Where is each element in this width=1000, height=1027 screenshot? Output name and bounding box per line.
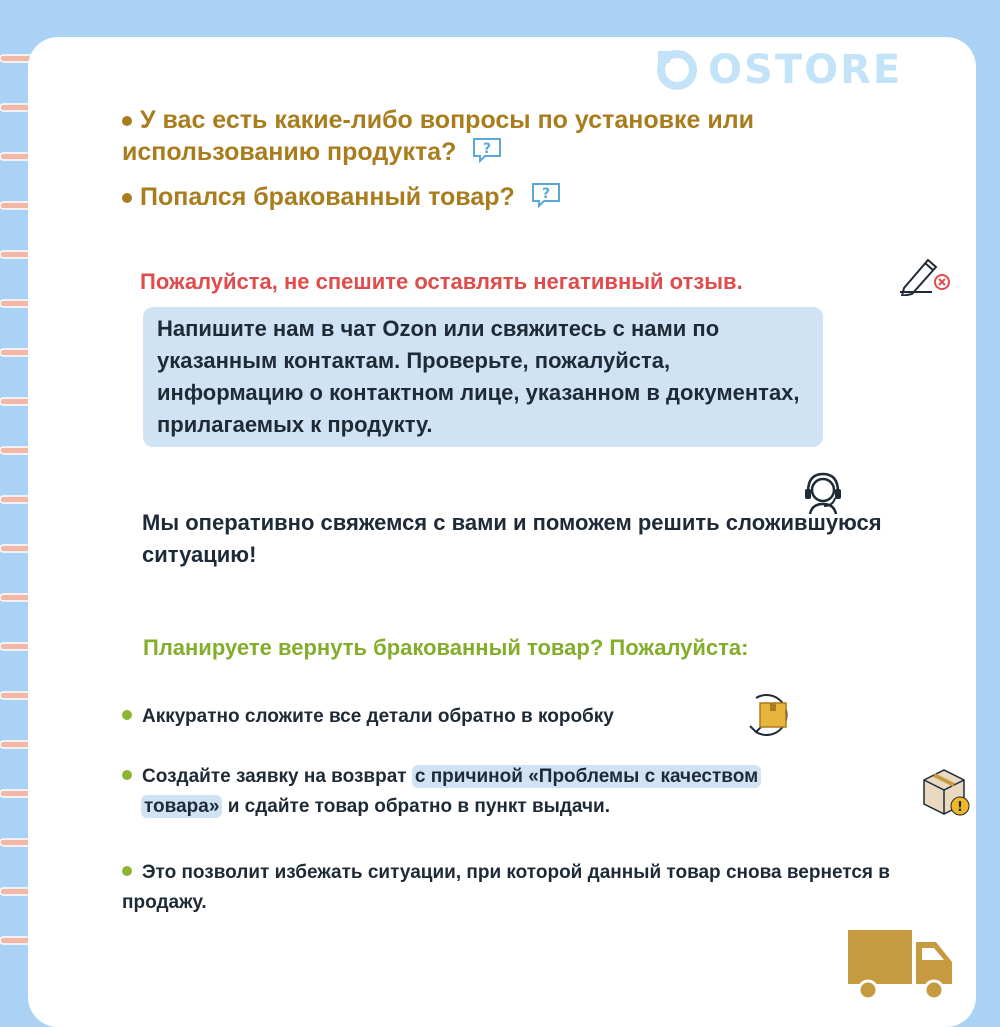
delivery-truck-icon bbox=[846, 928, 966, 1000]
support-text: Мы оперативно свяжемся с вами и поможем решить сложившуюся ситуацию! bbox=[142, 510, 882, 567]
return-heading: Планируете вернуть бракованный товар? Пожалуйста: bbox=[143, 635, 749, 660]
logo-mark-icon bbox=[656, 49, 698, 91]
damaged-package-icon bbox=[918, 764, 972, 820]
question-text: У вас есть какие-либо вопросы по установке или использованию продукта? bbox=[122, 106, 754, 166]
step-item bbox=[122, 762, 922, 792]
bullet-dot bbox=[122, 866, 132, 876]
question-item bbox=[122, 104, 882, 168]
step-text: Создайте заявку на возврат bbox=[142, 766, 407, 787]
bullet-dot bbox=[122, 193, 132, 203]
step-text: и сдайте товар обратно в пункт выдачи. bbox=[227, 796, 611, 817]
bullet-dot bbox=[122, 770, 132, 780]
step-item bbox=[122, 702, 802, 732]
step-text: Это позволит избежать ситуации, при которой данный товар снова вернется в продажу. bbox=[122, 862, 890, 913]
bullet-dot bbox=[122, 710, 132, 720]
svg-text:?: ? bbox=[483, 141, 492, 157]
step-highlight: товара» bbox=[141, 795, 222, 818]
step-item-continued bbox=[141, 792, 941, 822]
brand-logo bbox=[656, 48, 902, 92]
contact-info-text: Напишите нам в чат Ozon или свяжитесь с нами по указанным контактам. Проверьте, пожалуйста, информацию о контактном лице, указанном в документах, прилагаемых к продукту. bbox=[157, 316, 800, 437]
svg-text:!: ! bbox=[957, 800, 963, 815]
step-highlight: с причиной «Проблемы с качеством bbox=[412, 765, 761, 788]
question-chat-icon bbox=[530, 181, 562, 209]
question-text: Попался бракованный товар? bbox=[140, 183, 515, 211]
step-item bbox=[122, 858, 962, 918]
pencil-cross-icon bbox=[898, 252, 954, 296]
step-text: Аккуратно сложите все детали обратно в коробку bbox=[142, 706, 614, 727]
question-item bbox=[122, 181, 882, 213]
svg-text:?: ? bbox=[541, 186, 550, 202]
box-return-icon bbox=[746, 692, 800, 738]
warning-text: Пожалуйста, не спешите оставлять негативный отзыв. bbox=[140, 269, 743, 294]
question-chat-icon bbox=[471, 136, 503, 164]
bullet-dot bbox=[122, 116, 132, 126]
logo-text: OSTORE bbox=[708, 47, 903, 93]
